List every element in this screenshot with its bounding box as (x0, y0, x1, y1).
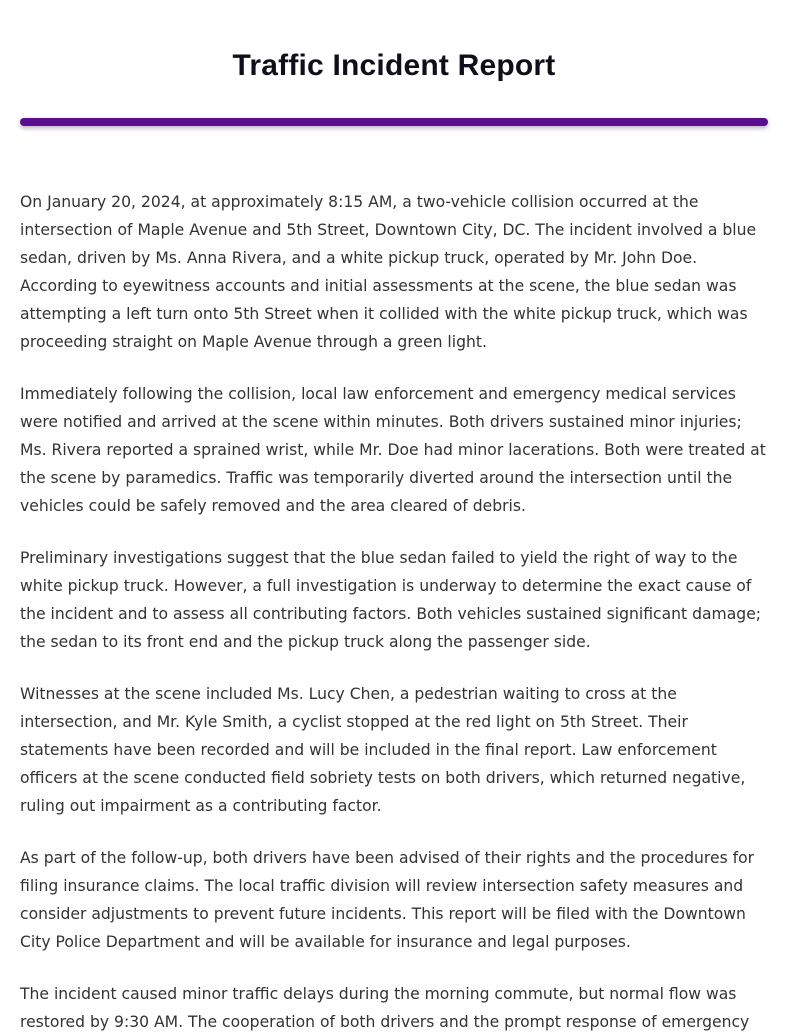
paragraph-follow-up: As part of the follow-up, both drivers have been advised of their rights and the procedures for filing insurance claims. The local traffic division will review intersection safety measures and consider adjustments to prevent future incidents. This report will be filed with the Downtown City Police Department and will be available for insurance and legal purposes. (20, 849, 755, 951)
paragraph-traffic-impact: The incident caused minor traffic delays during the morning commute, but normal flow was restored by 9:30 AM. The cooperation of both drivers and the prompt response of emergency (20, 985, 750, 1031)
page-title: Traffic Incident Report (232, 49, 556, 82)
paragraph-incident-summary: On January 20, 2024, at approximately 8:15 AM, a two-vehicle collision occurred at the intersection of Maple Avenue and 5th Street, Downtown City, DC. The incident involved a blue sedan, driven by Ms. Anna Rivera, and a white pickup truck, operated by Mr. John Doe. According to eyewitness accounts and initial assessments at the scene, the blue sedan was attempting a left turn onto 5th Street when it collided with the white pickup truck, which was proceeding straight on Maple Avenue through a green light. (20, 193, 757, 351)
title-divider (20, 118, 768, 126)
report-body (20, 188, 768, 1036)
paragraph-preliminary-investigation: Preliminary investigations suggest that the blue sedan failed to yield the right of way to the white pickup truck. However, a full investigation is underway to determine the exact cause of the incident and to assess all contributing factors. Both vehicles sustained significant damage; the sedan to its front end and the pickup truck along the passenger side. (20, 549, 762, 651)
paragraph-emergency-response: Immediately following the collision, local law enforcement and emergency medical services were notified and arrived at the scene within minutes. Both drivers sustained minor injuries; Ms. Rivera reported a sprained wrist, while Mr. Doe had minor lacerations. Both were treated at the scene by paramedics. Traffic was temporarily diverted around the intersection until the vehicles could be safely removed and the area cleared of debris. (20, 385, 766, 515)
paragraph-witnesses: Witnesses at the scene included Ms. Lucy Chen, a pedestrian waiting to cross at the intersection, and Mr. Kyle Smith, a cyclist stopped at the red light on 5th Street. Their statements have been recorded and will be included in the final report. Law enforcement officers at the scene conducted field sobriety tests on both drivers, which returned negative, ruling out impairment as a contributing factor. (20, 685, 746, 815)
